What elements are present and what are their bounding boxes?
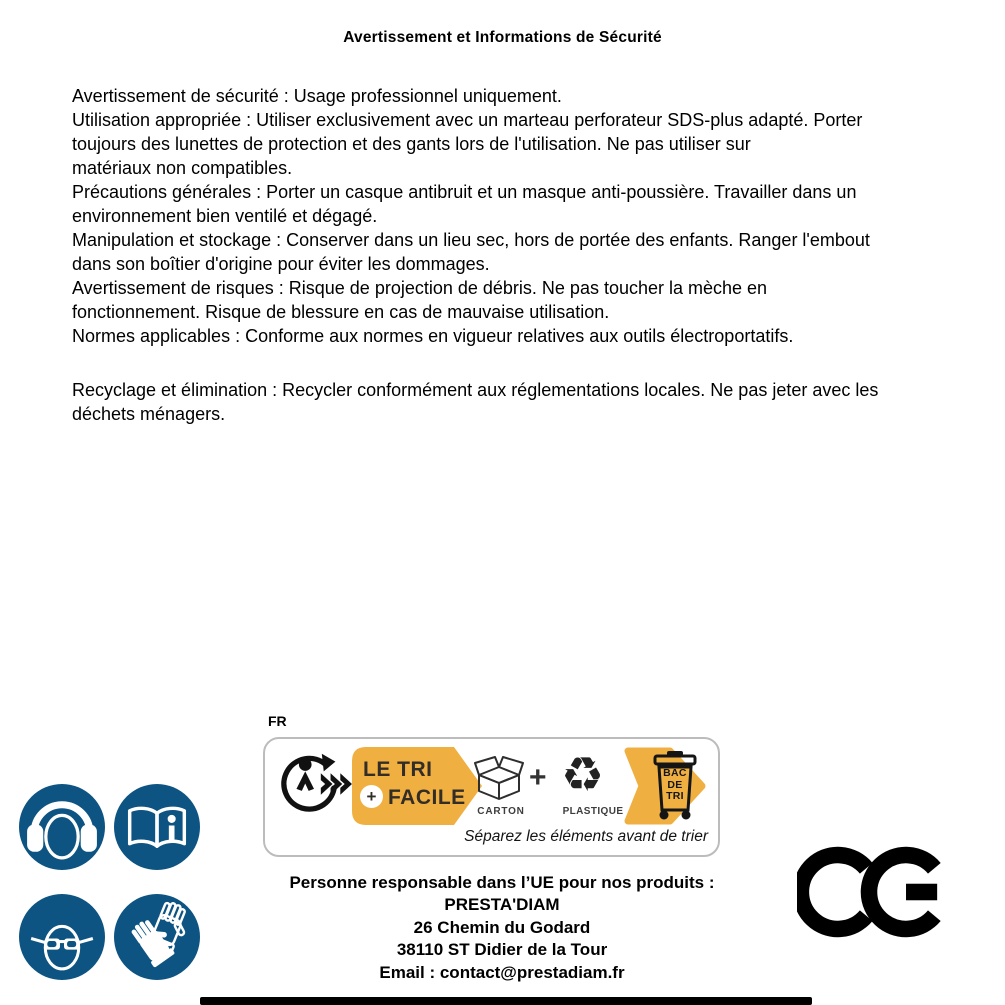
bottom-divider-bar bbox=[200, 997, 812, 1005]
body-line: environnement bien ventilé et dégagé. bbox=[72, 206, 378, 226]
tri-tagline: Séparez les éléments avant de trier bbox=[464, 828, 708, 845]
body-line: Avertissement de risques : Risque de projection de débris. Ne pas toucher la mèche en bbox=[72, 278, 768, 298]
materials-plus-sign: + bbox=[529, 761, 547, 794]
address-line: Personne responsable dans l’UE pour nos produits : bbox=[289, 873, 715, 892]
country-code-label: FR bbox=[268, 713, 287, 729]
wear-ear-protection-icon bbox=[19, 784, 105, 870]
responsible-person-block bbox=[232, 872, 772, 984]
body-line: Avertissement de sécurité : Usage professionnel uniquement. bbox=[72, 86, 562, 106]
body-line: déchets ménagers. bbox=[72, 404, 226, 424]
body-line: toujours des lunettes de protection et des gants lors de l'utilisation. Ne pas utiliser sur bbox=[72, 134, 751, 154]
triman-logo-icon bbox=[276, 746, 352, 822]
tri-facile-text-line1: LE TRI bbox=[363, 758, 433, 781]
wear-gloves-icon bbox=[114, 894, 200, 980]
tri-facile-recycling-label bbox=[263, 737, 720, 857]
tri-facile-text-line2: FACILE bbox=[388, 786, 466, 809]
address-line: Email : contact@prestadiam.fr bbox=[379, 962, 625, 982]
material-plastique-label: PLASTIQUE bbox=[562, 806, 624, 817]
body-line: Utilisation appropriée : Utiliser exclusivement avec un marteau perforateur SDS-plus adapté. Porter bbox=[72, 110, 863, 130]
material-carton-label: CARTON bbox=[477, 806, 525, 817]
plus-badge: + bbox=[360, 785, 383, 808]
body-line: matériaux non compatibles. bbox=[72, 158, 293, 178]
ce-mark-icon bbox=[797, 842, 943, 942]
sorting-bin-text: BAC DE TRI bbox=[663, 767, 687, 802]
wear-eye-protection-icon bbox=[19, 894, 105, 980]
recycling-triangle-icon: ♻ bbox=[561, 747, 605, 803]
address-line: 26 Chemin du Godard bbox=[413, 917, 591, 937]
body-line: Précautions générales : Porter un casque antibruit et un masque anti-poussière. Travailler dans un bbox=[72, 182, 857, 202]
safety-text-block bbox=[72, 84, 992, 426]
body-line: Normes applicables : Conforme aux normes en vigueur relatives aux outils électroportatifs. bbox=[72, 326, 794, 346]
body-line: Manipulation et stockage : Conserver dans un lieu sec, hors de portée des enfants. Ranger l'embout bbox=[72, 230, 870, 250]
carton-box-icon bbox=[471, 753, 527, 805]
body-line: fonctionnement. Risque de blessure en cas de mauvaise utilisation. bbox=[72, 302, 610, 322]
address-line: PRESTA'DIAM bbox=[444, 895, 560, 915]
body-line: dans son boîtier d'origine pour éviter les dommages. bbox=[72, 254, 490, 274]
body-line: Recyclage et élimination : Recycler conformément aux réglementations locales. Ne pas jeter avec les bbox=[72, 380, 879, 400]
address-line: 38110 ST Didier de la Tour bbox=[396, 940, 608, 960]
read-manual-icon bbox=[114, 784, 200, 870]
page-title: Avertissement et Informations de Sécurité bbox=[343, 29, 662, 46]
